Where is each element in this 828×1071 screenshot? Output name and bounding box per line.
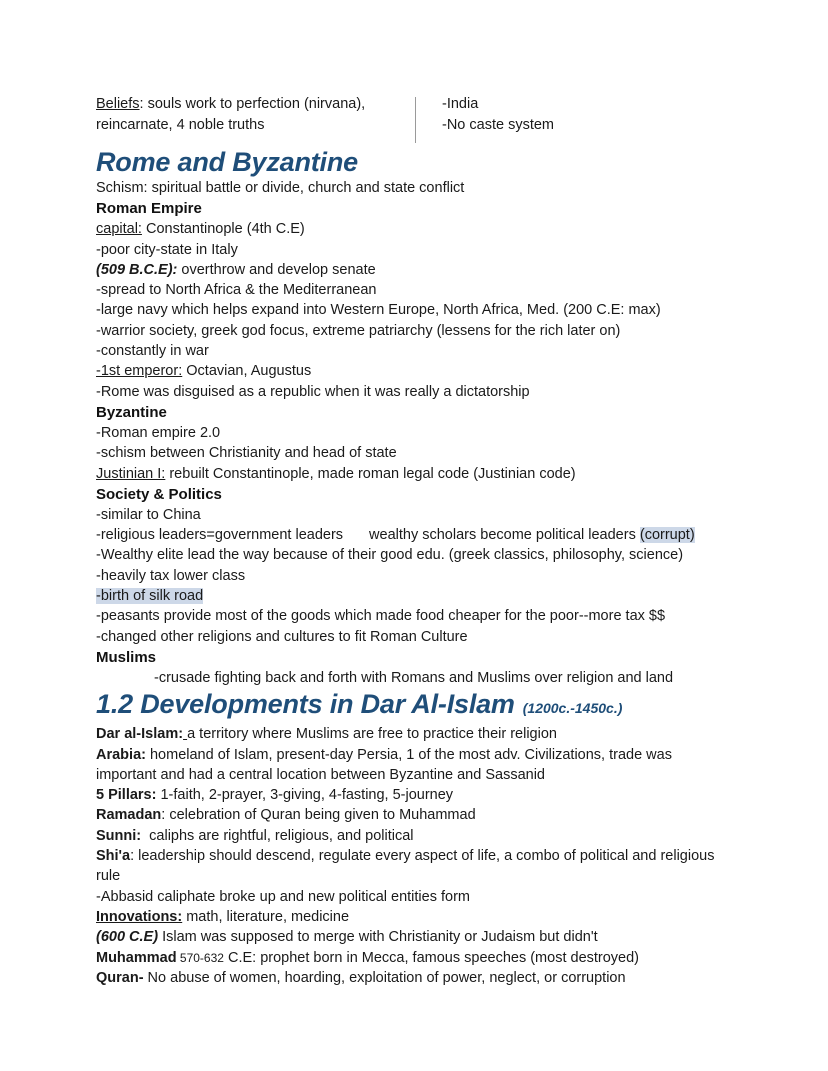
line-rest: : leadership should descend, regulate every aspect of life, a combo of political and religious rule — [96, 848, 719, 885]
line-part-1: -religious leaders=government leaders — [96, 527, 344, 544]
text-line — [96, 94, 416, 115]
dar-title-dates: (1200c.-1450c.) — [522, 700, 623, 717]
line-lead: -1st emperor: — [96, 363, 183, 380]
line-rest: Octavian, Augustus — [182, 363, 312, 380]
text-line: -warrior society, greek god focus, extreme patriarchy (lessens for the rich later on) — [96, 322, 621, 339]
schism-line: Schism: spiritual battle or divide, church and state conflict — [96, 180, 465, 196]
text-line: -Wealthy elite lead the way because of their good edu. (greek classics, philosophy, science) — [96, 547, 684, 564]
column-right — [442, 94, 554, 146]
heading-roman-empire: Roman Empire — [96, 200, 202, 218]
line-lead: Dar al-Islam: — [96, 726, 184, 743]
heading-muslims: Muslims — [96, 648, 157, 666]
text-line: -Rome was disguised as a republic when it was really a dictatorship — [96, 383, 530, 400]
text-line — [96, 586, 736, 606]
text-line: -constantly in war — [96, 343, 209, 360]
text-line — [96, 826, 736, 846]
text-line: -peasants provide most of the goods which made food cheaper for the poor--more tax $$ — [96, 608, 666, 625]
document-body — [96, 94, 736, 988]
line-lead: Arabia: — [96, 746, 146, 763]
column-divider — [415, 97, 416, 143]
line-lead: Shi'a — [96, 848, 131, 865]
text-line — [96, 968, 736, 988]
text-line — [96, 948, 736, 968]
beliefs-text: : souls work to perfection (nirvana), — [139, 96, 366, 112]
text-line: -schism between Christianity and head of state — [96, 445, 397, 462]
two-column-block — [96, 94, 736, 146]
line-rest: Islam was supposed to merge with Christianity or Judaism but didn't — [158, 929, 598, 946]
line-lead: Sunni: — [96, 827, 142, 844]
text-line — [96, 805, 736, 825]
line-rest: Constantinople (4th C.E) — [141, 221, 305, 238]
page-title-dar-al-islam — [96, 688, 736, 724]
line-lead: (509 B.C.E): — [96, 261, 178, 278]
line-rest: overthrow and develop senate — [177, 261, 376, 278]
text-line — [96, 260, 736, 280]
text-line — [96, 907, 736, 927]
text-line: -large navy which helps expand into Western Europe, North Africa, Med. (200 C.E: max) — [96, 302, 661, 319]
text-line: reincarnate, 4 noble truths — [96, 116, 265, 133]
highlighted-text-silk-road: -birth of silk road — [96, 588, 204, 605]
line-lead: Quran- — [96, 969, 144, 986]
line-lead: 5 Pillars: — [96, 787, 157, 804]
line-lead: (600 C.E) — [96, 929, 159, 946]
text-line — [96, 785, 736, 805]
text-line: -Roman empire 2.0 — [96, 424, 221, 441]
line-rest: homeland of Islam, present-day Persia, 1 of the most adv. Civilizations, trade was important and had a central location between Byzantine and Sassanid — [96, 746, 677, 783]
text-line — [96, 525, 736, 545]
line-lead: Muhammad — [96, 949, 177, 966]
text-line: -heavily tax lower class — [96, 567, 246, 584]
text-line — [96, 464, 736, 484]
line-rest: : celebration of Quran being given to Muhammad — [161, 807, 476, 824]
text-line: -similar to China — [96, 506, 201, 523]
text-line — [96, 745, 736, 786]
beliefs-label: Beliefs — [96, 96, 140, 112]
text-line: -No caste system — [442, 116, 554, 133]
line-rest: 1-faith, 2-prayer, 3-giving, 4-fasting, 5-journey — [156, 787, 454, 804]
line-lead: Justinian I: — [96, 465, 166, 482]
line-part-2: wealthy scholars become political leaders — [369, 527, 640, 544]
text-line — [96, 219, 736, 239]
text-line: -poor city-state in Italy — [96, 241, 238, 258]
date-range: 570-632 — [176, 950, 224, 965]
text-line: -India — [442, 96, 479, 112]
line-rest: caliphs are rightful, religious, and political — [141, 827, 414, 844]
line-rest: math, literature, medicine — [182, 908, 350, 925]
text-line — [96, 927, 736, 947]
line-lead: capital: — [96, 221, 142, 238]
text-line — [96, 361, 736, 381]
text-line: -changed other religions and cultures to fit Roman Culture — [96, 628, 468, 645]
heading-society-politics: Society & Politics — [96, 485, 222, 503]
text-line: -Abbasid caliphate broke up and new political entities form — [96, 888, 470, 905]
column-left — [96, 94, 416, 146]
page-title-rome: Rome and Byzantine — [96, 147, 358, 177]
line-rest: C.E: prophet born in Mecca, famous speeches (most destroyed) — [223, 949, 640, 966]
dar-title-main: 1.2 Developments in Dar Al-Islam — [96, 689, 515, 720]
line-lead: Innovations: — [96, 908, 183, 925]
line-rest: No abuse of women, hoarding, exploitation of power, neglect, or corruption — [143, 969, 626, 986]
text-line: -crusade fighting back and forth with Romans and Muslims over religion and land — [154, 669, 674, 686]
line-rest: a territory where Muslims are free to practice their religion — [187, 726, 557, 743]
line-rest: rebuilt Constantinople, made roman legal code (Justinian code) — [165, 465, 576, 482]
text-line — [96, 724, 736, 744]
text-line: -spread to North Africa & the Mediterranean — [96, 282, 377, 299]
heading-byzantine: Byzantine — [96, 403, 167, 421]
text-line — [96, 846, 736, 887]
line-lead: Ramadan — [96, 807, 162, 824]
highlighted-text-corrupt: (corrupt) — [639, 527, 695, 544]
